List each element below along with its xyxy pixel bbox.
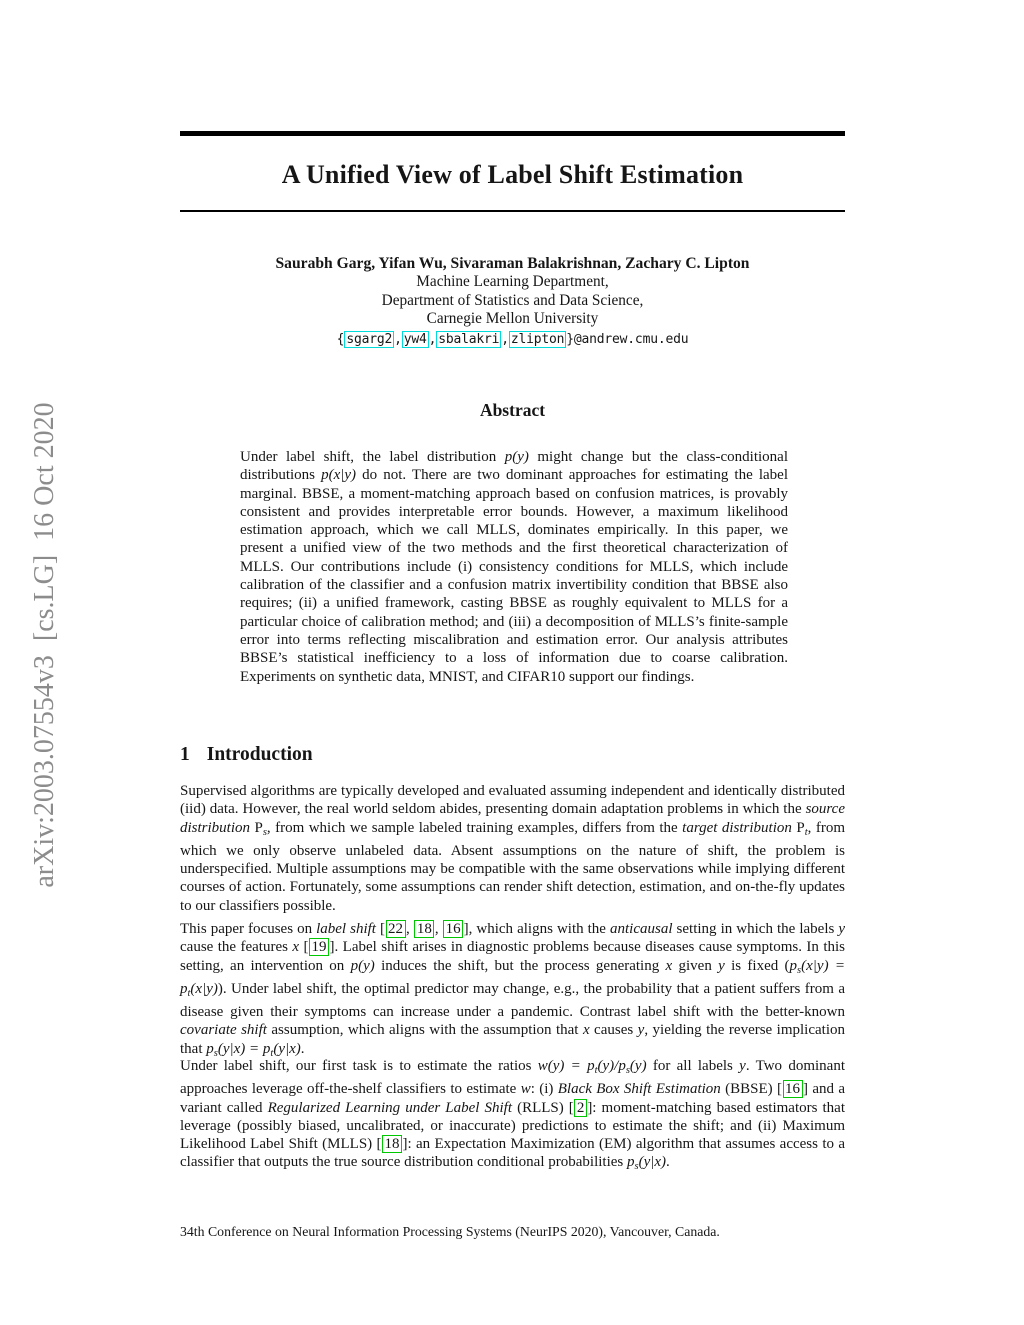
math-subscript: s bbox=[625, 1064, 630, 1076]
math-inline: w bbox=[520, 1081, 531, 1098]
text-run: , from which we only observe unlabeled data. Absent assumptions on the nature of shift, the problem is underspecified. Multiple assumptions may be compatible with the same observations while implying different courses of action. Fortunately, some assumptions can render shift detection, estimation, and on-the-fly updates to our classifiers possible. bbox=[180, 819, 845, 914]
text-run: Under label shift, our first task is to estimate the ratios bbox=[180, 1058, 538, 1074]
email-user-link[interactable]: sbalakri bbox=[438, 331, 500, 347]
text-run: , yielding the reverse implication that bbox=[180, 1022, 845, 1057]
emphasis-text: target distribution bbox=[682, 819, 797, 836]
math-subscript: t bbox=[270, 1047, 274, 1059]
conference-footnote: 34th Conference on Neural Information Processing Systems (NeurIPS 2020), Vancouver, Canada. bbox=[180, 1224, 720, 1239]
author-block bbox=[180, 255, 845, 349]
math-inline: x bbox=[582, 1022, 590, 1039]
math-inline: p(y) bbox=[504, 449, 529, 465]
text-run: }@andrew.cmu.edu bbox=[566, 331, 689, 347]
abstract-text bbox=[240, 448, 788, 686]
math-inline: x bbox=[665, 957, 673, 974]
math-roman: P bbox=[796, 819, 805, 836]
intro-paragraph-2 bbox=[180, 920, 845, 1063]
math-subscript: s bbox=[213, 1047, 218, 1059]
arxiv-stamp: arXiv:2003.07554v3 [cs.LG] 16 Oct 2020 bbox=[29, 402, 60, 888]
text-run: Under label shift, the label distribution bbox=[240, 449, 505, 465]
section-heading-introduction bbox=[180, 744, 313, 766]
text-run: [ bbox=[299, 939, 309, 956]
math-inline: w(y) = p bbox=[537, 1058, 595, 1074]
author-emails bbox=[180, 331, 845, 349]
affiliation-line-2: Department of Statistics and Data Science, bbox=[381, 291, 644, 309]
math-inline: p(x|y) bbox=[321, 467, 357, 484]
text-run: [ bbox=[375, 921, 386, 937]
math-subscript: t bbox=[804, 826, 808, 838]
intro-paragraph-3 bbox=[180, 1057, 845, 1177]
text-run: for all labels bbox=[646, 1058, 740, 1074]
text-run: Supervised algorithms are typically developed and evaluated assuming independent and identically distributed (iid) data. However, the real world seldom abides, presenting domain adaptation problems in which the bbox=[180, 783, 845, 818]
math-inline: (x|y) bbox=[190, 980, 218, 997]
math-subscript: t bbox=[594, 1064, 598, 1076]
citation-link[interactable]: 19 bbox=[309, 938, 329, 956]
text-run: (RLLS) [ bbox=[512, 1099, 574, 1116]
intro-paragraph-1 bbox=[180, 782, 845, 915]
math-subscript: s bbox=[262, 826, 267, 838]
math-inline: (y|x) bbox=[638, 1154, 667, 1171]
text-run: , bbox=[428, 331, 437, 347]
math-inline: p(y) bbox=[350, 957, 375, 974]
text-run: , bbox=[394, 331, 402, 347]
math-roman: P bbox=[254, 819, 263, 836]
text-run: . bbox=[666, 1154, 670, 1171]
math-inline: y bbox=[637, 1022, 645, 1039]
emphasis-text: Regularized Learning under Label Shift bbox=[267, 1099, 513, 1116]
text-run: given bbox=[672, 957, 719, 974]
affiliation-line-3: Carnegie Mellon University bbox=[426, 310, 599, 328]
text-run: ] and a variant called bbox=[180, 1081, 846, 1116]
section-title: Introduction bbox=[206, 744, 313, 765]
citation-link[interactable]: 18 bbox=[382, 1135, 402, 1153]
math-inline: (y) bbox=[629, 1058, 647, 1074]
math-inline: y bbox=[739, 1058, 746, 1074]
title-rule-bottom bbox=[180, 210, 845, 212]
math-subscript: s bbox=[634, 1161, 639, 1173]
text-run: . Two dominant approaches leverage off-the-shelf classifiers to estimate bbox=[180, 1058, 845, 1098]
text-run: assumption, which aligns with the assumption that bbox=[266, 1022, 583, 1039]
abstract-heading: Abstract bbox=[479, 400, 546, 420]
text-run: causes bbox=[589, 1022, 638, 1039]
emphasis-text: covariate shift bbox=[180, 1022, 267, 1039]
math-inline: p bbox=[627, 1154, 635, 1171]
text-run: : (i) bbox=[530, 1081, 558, 1098]
text-run: ]: an Expectation Maximization (EM) algorithm that assumes access to a classifier that outputs the true source distribution conditional probabilities bbox=[180, 1136, 845, 1171]
text-run: ). Under label shift, the optimal predictor may change, e.g., the probability that a patient suffers from a disease given their symptoms can increase under a pandemic. Contrast label shift with the better-known bbox=[180, 980, 845, 1021]
text-run: , from which we sample labeled training examples, differs from the bbox=[266, 819, 683, 836]
email-user-link[interactable]: zlipton bbox=[510, 331, 565, 347]
text-run: do not. There are two dominant approaches for estimating the label marginal. BBSE, a moment-matching approach based on confusion matrices, is provably consistent and provides interpretable error bounds. However, a maximum likelihood estimation approach, which we call MLLS, dominates empirically. In this paper, we present a unified view of the two methods and the first theoretical characterization of MLLS. Our contributions include (i) consistency conditions for MLLS, which include calibration of the classifier and a confusion matrix invertibility condition that BBSE also requires; (ii) a unified framework, casting BBSE as roughly equivalent to MLLS for a particular choice of calibration method; and (iii) a decomposition of MLLS’s finite-sample error into terms reflecting miscalibration and estimation error. Our analysis attributes BBSE’s statistical inefficiency to a loss of information due to coarse calibration. Experiments on synthetic data, MNIST, and CIFAR10 support our findings. bbox=[240, 467, 788, 685]
citation-link[interactable]: 16 bbox=[443, 920, 463, 938]
text-run: (BBSE) [ bbox=[720, 1081, 782, 1098]
math-inline: p bbox=[789, 957, 798, 974]
text-run: cause the features bbox=[180, 939, 293, 956]
math-inline: (y|x) bbox=[273, 1040, 301, 1057]
text-run: , bbox=[501, 331, 509, 347]
text-run: , bbox=[406, 921, 414, 937]
affiliation-line-1: Machine Learning Department, bbox=[416, 273, 609, 291]
emphasis-text: label shift bbox=[316, 921, 376, 937]
author-names: Saurabh Garg, Yifan Wu, Sivaraman Balakrishnan, Zachary C. Lipton bbox=[275, 255, 750, 272]
emphasis-text: source distribution bbox=[180, 801, 845, 836]
citation-link[interactable]: 2 bbox=[574, 1099, 587, 1117]
text-run: might change but the class-conditional distributions bbox=[240, 449, 788, 484]
emphasis-text: Black Box Shift Estimation bbox=[557, 1081, 721, 1098]
email-user-link[interactable]: yw4 bbox=[403, 331, 427, 347]
paper-title: A Unified View of Label Shift Estimation bbox=[281, 160, 744, 189]
text-run: ], which aligns with the bbox=[463, 921, 611, 937]
text-run: { bbox=[336, 331, 345, 347]
text-run: ]: moment-matching based estimators that leverage (possibly biased, uncalibrated, or inaccurate) predictions to estimate the shift; and (ii) Maximum Likelihood Label Shift (MLLS) [ bbox=[180, 1099, 845, 1153]
text-run: ]. Label shift arises in diagnostic problems because diseases cause symptoms. In this setting, an intervention on bbox=[180, 939, 845, 974]
text-run: induces the shift, but the process generating bbox=[374, 957, 666, 974]
citation-link[interactable]: 22 bbox=[386, 920, 406, 938]
citation-link[interactable]: 16 bbox=[783, 1080, 803, 1098]
math-inline: (y)/p bbox=[597, 1058, 626, 1074]
math-inline: x bbox=[292, 939, 300, 956]
math-inline: (x|y) = p bbox=[180, 957, 845, 997]
citation-link[interactable]: 18 bbox=[414, 920, 434, 938]
math-subscript: s bbox=[797, 964, 802, 976]
math-inline: (y|x) = p bbox=[217, 1040, 271, 1057]
text-run: This paper focuses on bbox=[180, 921, 317, 937]
math-subscript: t bbox=[187, 987, 191, 999]
math-inline: y bbox=[718, 957, 725, 974]
email-user-link[interactable]: sgarg2 bbox=[346, 331, 393, 347]
title-rule-top bbox=[180, 131, 845, 136]
math-inline: y bbox=[838, 921, 846, 937]
text-run: , bbox=[434, 921, 443, 937]
text-run: setting in which the labels bbox=[672, 921, 839, 937]
math-inline: p bbox=[206, 1040, 214, 1057]
text-run: . bbox=[300, 1040, 305, 1057]
text-run: is fixed ( bbox=[724, 957, 790, 974]
emphasis-text: anticausal bbox=[610, 921, 673, 937]
section-number: 1 bbox=[180, 744, 190, 765]
